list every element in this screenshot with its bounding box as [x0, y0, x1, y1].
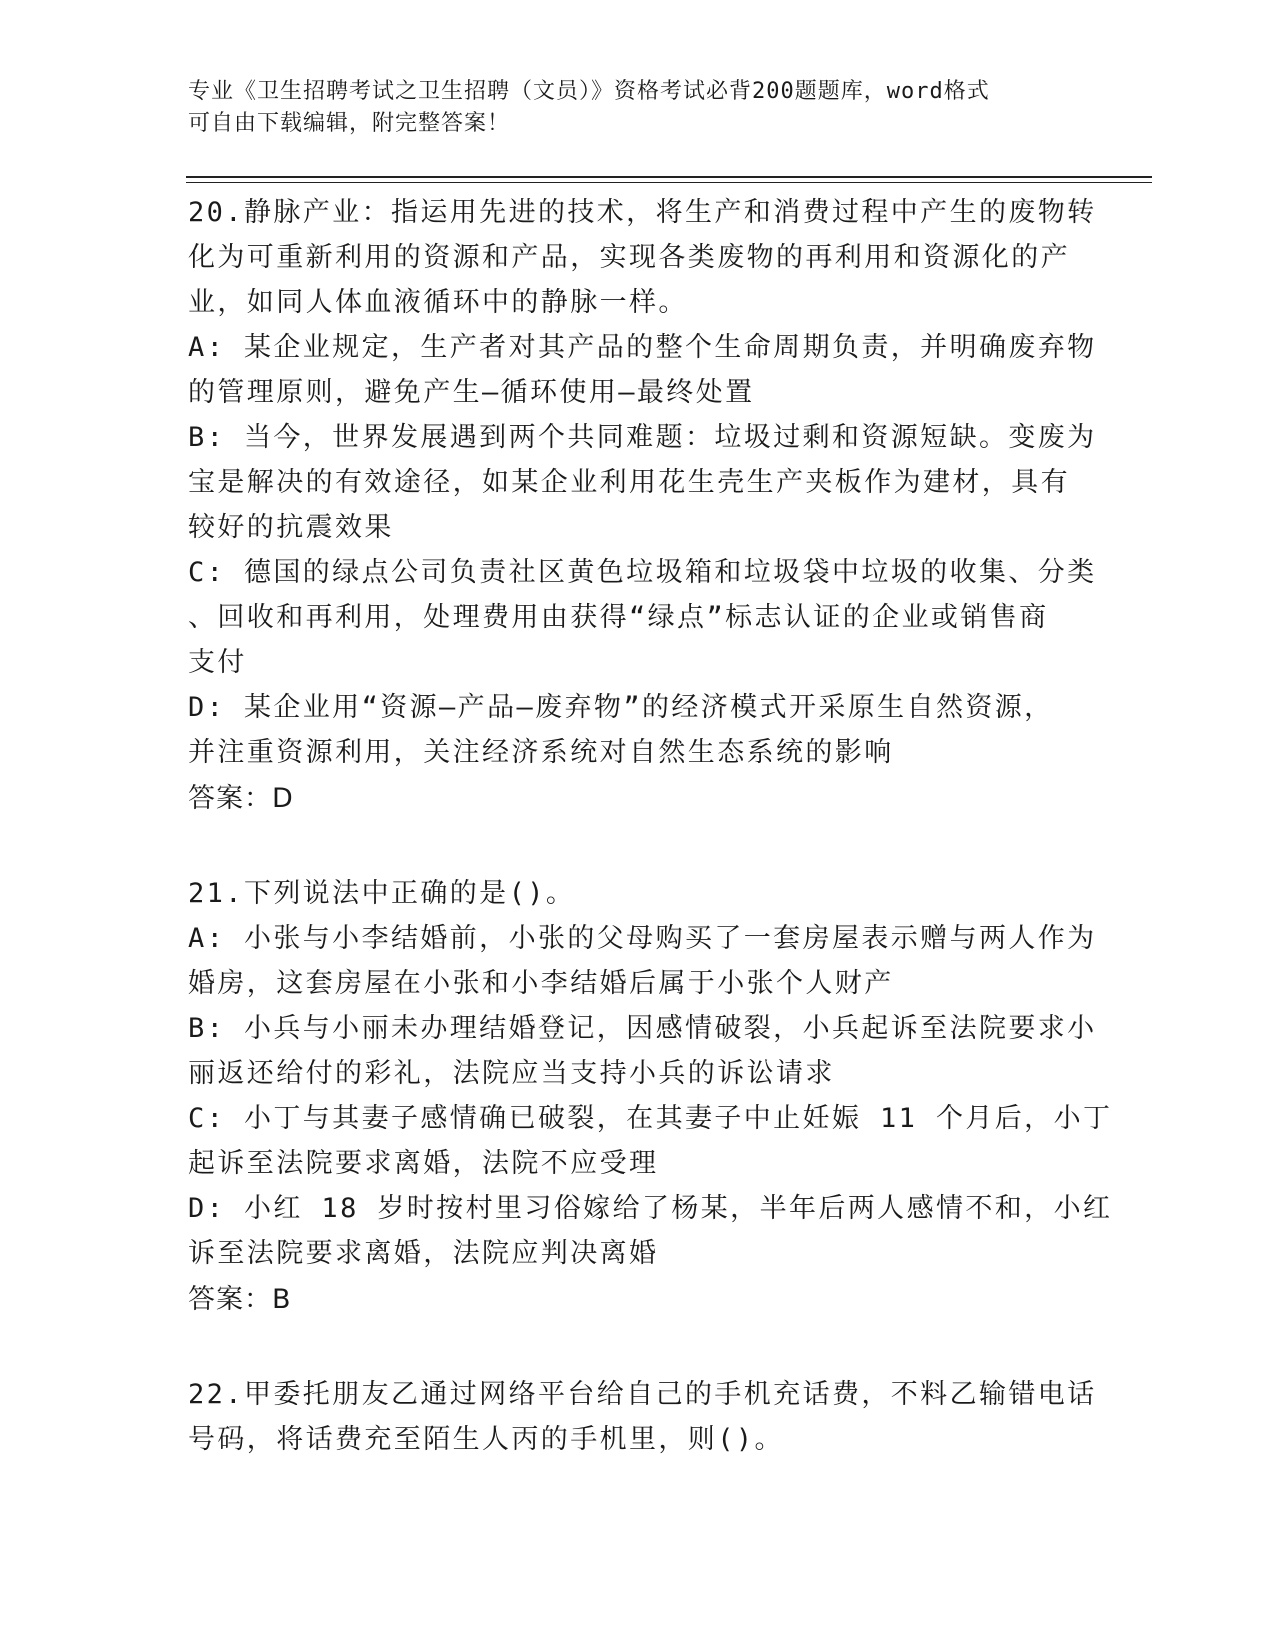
- question-stem-line: 化为可重新利用的资源和产品，实现各类废物的再利用和资源化的产: [188, 242, 1070, 273]
- option-line: 较好的抗震效果: [188, 512, 394, 543]
- option-line: D: 小红 18 岁时按村里习俗嫁给了杨某，半年后两人感情不和，小红: [188, 1193, 1113, 1224]
- header-line-2: 可自由下载编辑，附完整答案！: [188, 111, 511, 136]
- option-line: 并注重资源利用，关注经济系统对自然生态系统的影响: [188, 737, 894, 768]
- option-line: 宝是解决的有效途径，如某企业利用花生壳生产夹板作为建材，具有: [188, 467, 1070, 498]
- option-a: [188, 916, 1097, 1006]
- option-a: [188, 325, 1097, 415]
- option-line: 诉至法院要求离婚，法院应判决离婚: [188, 1238, 659, 1269]
- question-22: [188, 1372, 1097, 1462]
- header-divider-thin: [186, 182, 1152, 183]
- question-stem-line: 业，如同人体血液循环中的静脉一样。: [188, 287, 688, 318]
- option-line: D: 某企业用“资源—产品—废弃物”的经济模式开采原生自然资源，: [188, 692, 1054, 723]
- option-line: C: 小丁与其妻子感情确已破裂，在其妻子中止妊娠 11 个月后，小丁: [188, 1103, 1113, 1134]
- question-stem-line: 22.甲委托朋友乙通过网络平台给自己的手机充话费，不料乙输错电话: [188, 1379, 1097, 1410]
- question-stem-line: 号码，将话费充至陌生人丙的手机里，则()。: [188, 1424, 784, 1455]
- option-line: B: 当今，世界发展遇到两个共同难题：垃圾过剩和资源短缺。变废为: [188, 422, 1097, 453]
- question-spacer: [188, 1324, 1088, 1372]
- answer: 答案：B: [188, 1284, 292, 1315]
- option-line: B: 小兵与小丽未办理结婚登记，因感情破裂，小兵起诉至法院要求小: [188, 1013, 1097, 1044]
- question-spacer: [188, 823, 1088, 871]
- option-line: C: 德国的绿点公司负责社区黄色垃圾箱和垃圾袋中垃圾的收集、分类: [188, 557, 1097, 588]
- option-d: [188, 685, 1088, 775]
- option-c: [188, 1096, 1113, 1186]
- option-line: 丽返还给付的彩礼，法院应当支持小兵的诉讼请求: [188, 1058, 835, 1089]
- answer: 答案：D: [188, 783, 294, 814]
- option-line: A: 某企业规定，生产者对其产品的整个生命周期负责，并明确废弃物: [188, 332, 1097, 363]
- option-line: A: 小张与小李结婚前，小张的父母购买了一套房屋表示赠与两人作为: [188, 923, 1097, 954]
- question-20: [188, 190, 1097, 823]
- option-c: [188, 550, 1097, 685]
- option-line: 、回收和再利用，处理费用由获得“绿点”标志认证的企业或销售商: [188, 602, 1049, 633]
- option-line: 起诉至法院要求离婚，法院不应受理: [188, 1148, 659, 1179]
- option-line: 的管理原则，避免产生—循环使用—最终处置: [188, 377, 755, 408]
- question-21: [188, 871, 1113, 1324]
- option-b: [188, 415, 1097, 550]
- question-stem-line: 21.下列说法中正确的是()。: [188, 878, 576, 909]
- question-stem-line: 20.静脉产业：指运用先进的技术，将生产和消费过程中产生的废物转: [188, 197, 1097, 228]
- option-b: [188, 1006, 1097, 1096]
- option-d: [188, 1186, 1113, 1276]
- header-divider-thick: [186, 176, 1152, 178]
- option-line: 婚房，这套房屋在小张和小李结婚后属于小张个人财产: [188, 968, 894, 999]
- question-list: [188, 190, 1113, 1462]
- option-line: 支付: [188, 647, 247, 678]
- header-line-1: 专业《卫生招聘考试之卫生招聘（文员）》资格考试必背200题题库，word格式: [188, 79, 990, 104]
- document-header: [188, 76, 1088, 140]
